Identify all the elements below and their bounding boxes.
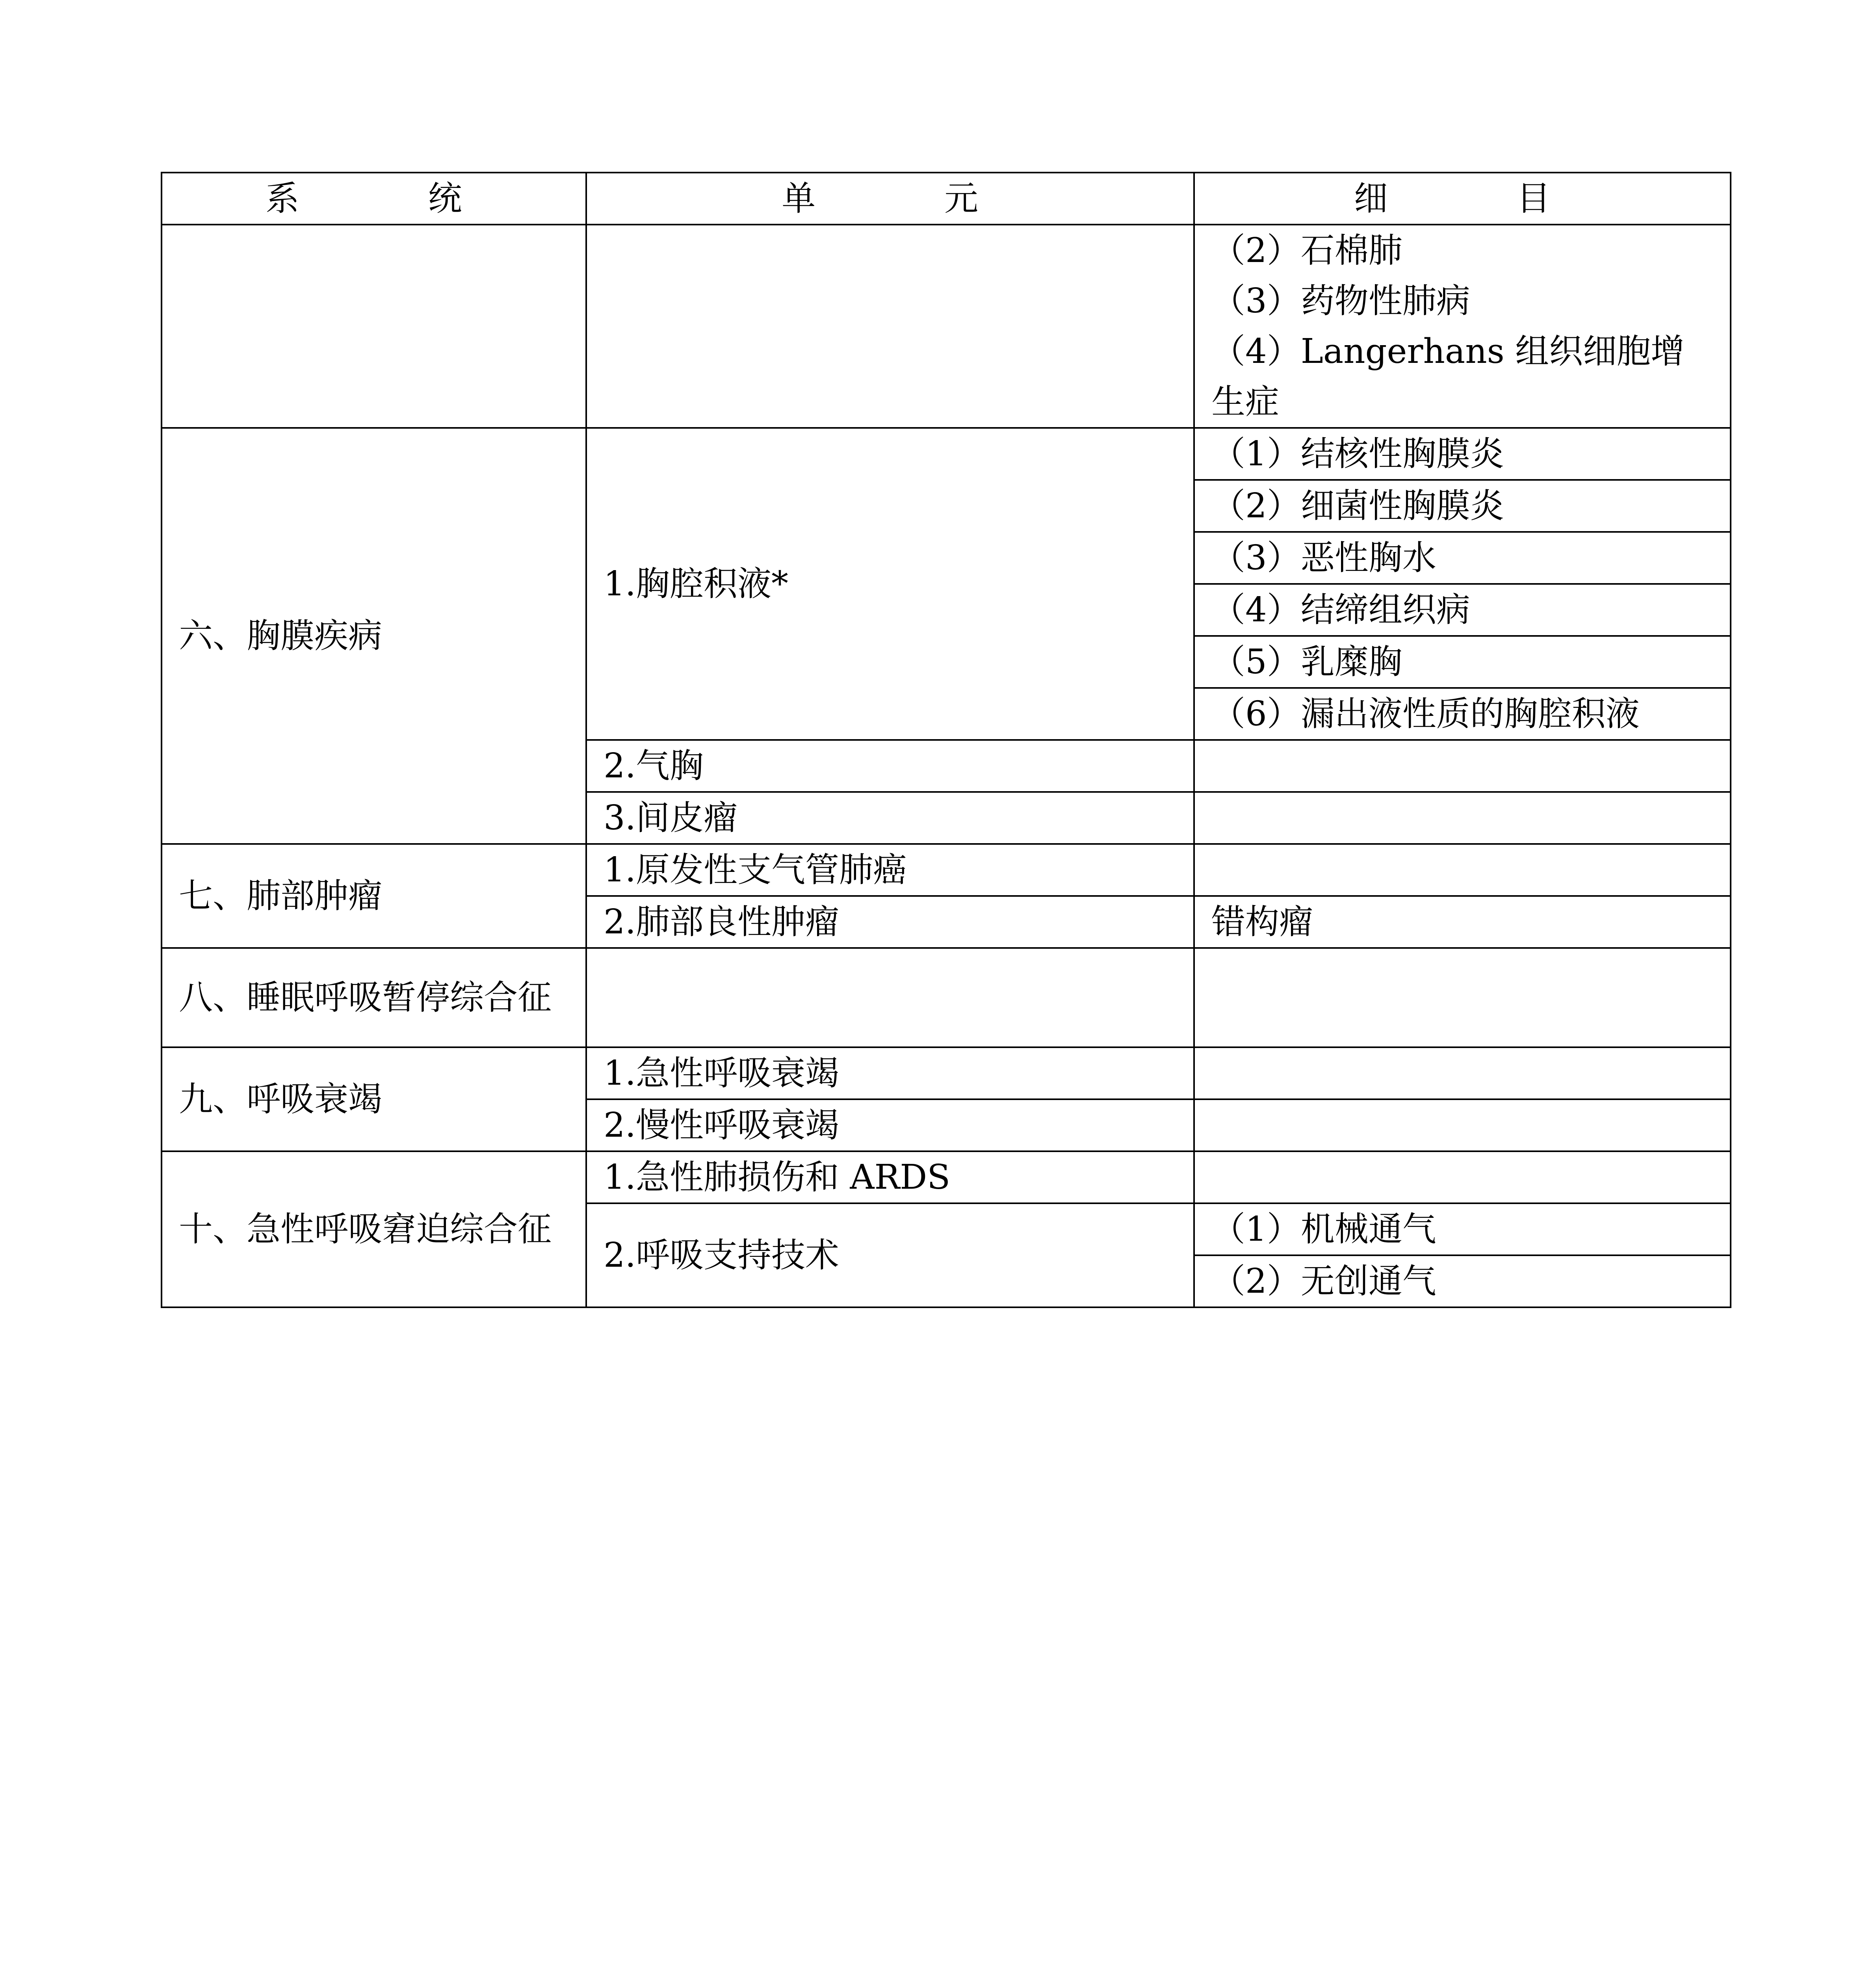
detail-item: （2）无创通气	[1194, 1255, 1731, 1307]
cell-system-empty	[162, 225, 586, 428]
table-row	[162, 844, 1731, 896]
table-row	[162, 948, 1731, 1047]
table-row	[162, 1151, 1731, 1203]
detail-item: （2）石棉肺	[1211, 231, 1402, 270]
header-detail: 细 目	[1194, 173, 1731, 225]
detail-item: （6）漏出液性质的胸腔积液	[1194, 688, 1731, 740]
detail-empty	[1194, 948, 1731, 1047]
unit-pneumothorax: 2.气胸	[586, 740, 1194, 792]
detail-item: （2）细菌性胸膜炎	[1194, 480, 1731, 532]
detail-item: （5）乳糜胸	[1194, 636, 1731, 688]
table-row	[162, 428, 1731, 480]
system-respiratory-failure: 九、呼吸衰竭	[162, 1047, 586, 1151]
cell-unit-empty	[586, 225, 1194, 428]
detail-item: （1）结核性胸膜炎	[1194, 428, 1731, 480]
unit-mesothelioma: 3.间皮瘤	[586, 792, 1194, 844]
unit-pleural-effusion: 1.胸腔积液*	[586, 428, 1194, 740]
detail-item: （3）药物性肺病	[1211, 281, 1470, 321]
system-pleura: 六、胸膜疾病	[162, 428, 586, 844]
header-row	[162, 173, 1731, 225]
system-lung-tumor: 七、肺部肿瘤	[162, 844, 586, 948]
cell-details-continuation	[1194, 225, 1731, 428]
detail-empty	[1194, 1047, 1731, 1099]
detail-empty	[1194, 1151, 1731, 1203]
detail-item: （3）恶性胸水	[1194, 532, 1731, 584]
detail-empty	[1194, 740, 1731, 792]
header-unit: 单 元	[586, 173, 1194, 225]
detail-item: （4）Langerhans 组织细胞增生症	[1211, 332, 1685, 422]
table-row	[162, 1047, 1731, 1099]
unit-lung-cancer: 1.原发性支气管肺癌	[586, 844, 1194, 896]
unit-chronic-failure: 2.慢性呼吸衰竭	[586, 1099, 1194, 1151]
detail-item: （1）机械通气	[1194, 1203, 1731, 1255]
unit-acute-failure: 1.急性呼吸衰竭	[586, 1047, 1194, 1099]
system-sleep-apnea: 八、睡眠呼吸暂停综合征	[162, 948, 586, 1047]
detail-item: （4）结缔组织病	[1194, 584, 1731, 636]
detail-empty	[1194, 1099, 1731, 1151]
unit-empty	[586, 948, 1194, 1047]
table-row-continuation	[162, 225, 1731, 428]
detail-item: 错构瘤	[1194, 896, 1731, 948]
detail-empty	[1194, 844, 1731, 896]
header-system: 系 统	[162, 173, 586, 225]
unit-benign-tumor: 2.肺部良性肿瘤	[586, 896, 1194, 948]
unit-acute-lung-injury: 1.急性肺损伤和 ARDS	[586, 1151, 1194, 1203]
unit-respiratory-support: 2.呼吸支持技术	[586, 1203, 1194, 1307]
syllabus-table	[161, 172, 1731, 1308]
detail-empty	[1194, 792, 1731, 844]
system-ards: 十、急性呼吸窘迫综合征	[162, 1151, 586, 1307]
